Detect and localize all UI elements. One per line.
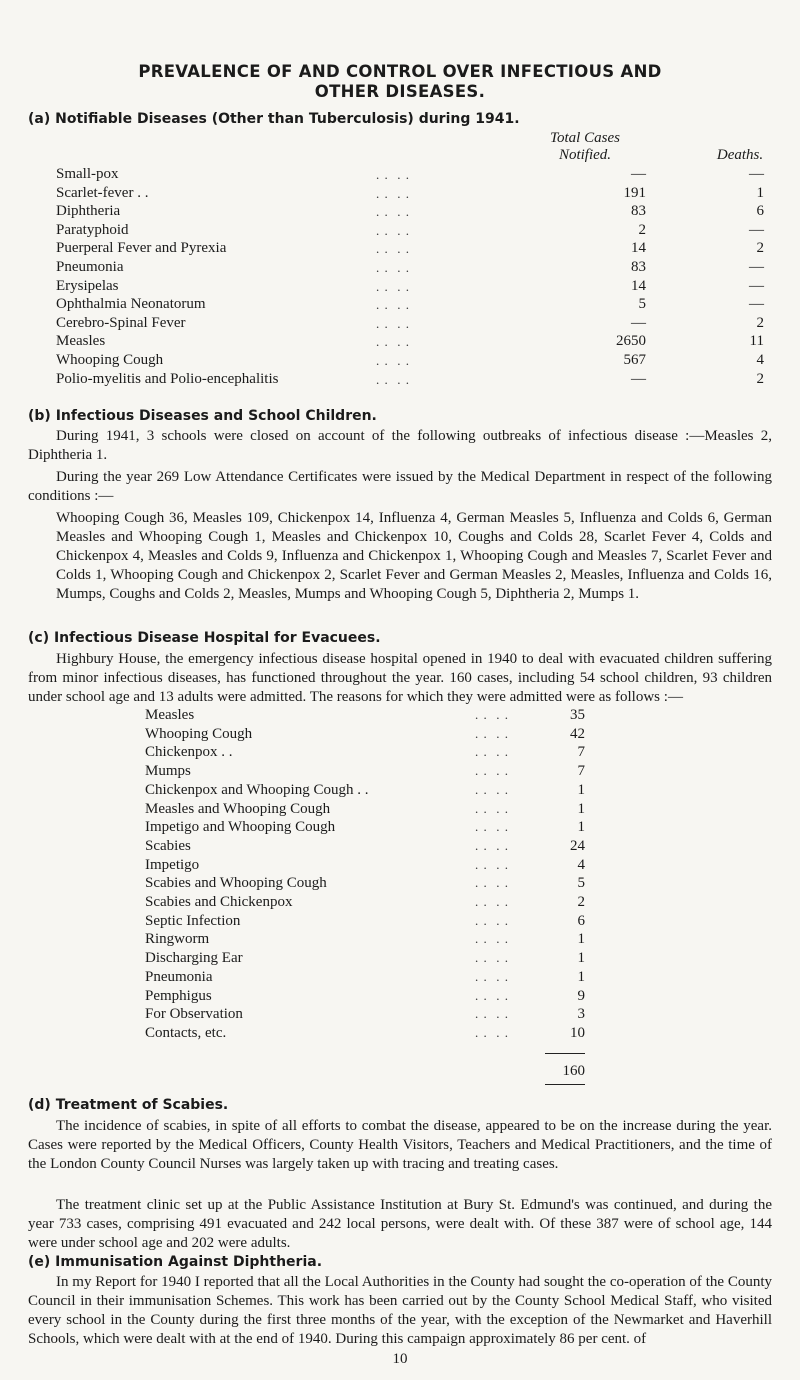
deaths: — xyxy=(749,277,764,294)
admission-reason: Contacts, etc. xyxy=(145,1024,227,1041)
leader-dots: . . . . xyxy=(475,725,509,741)
deaths: — xyxy=(749,166,764,182)
admission-reason-row xyxy=(145,968,585,986)
admission-count: 1 xyxy=(577,781,585,798)
admission-reason-row xyxy=(145,706,585,724)
disease-row xyxy=(56,184,776,203)
cases-notified: 191 xyxy=(623,184,646,201)
leader-dots: . . . . xyxy=(475,819,509,835)
admission-count: 1 xyxy=(577,931,585,948)
disease-row xyxy=(56,351,776,370)
leader-dots: . . . . xyxy=(376,167,410,182)
column-header-deaths: Deaths. xyxy=(716,147,764,163)
section-d-heading: (d) Treatment of Scabies. xyxy=(28,1097,229,1113)
cases-notified: — xyxy=(631,370,646,387)
total-rule-bottom xyxy=(545,1084,585,1085)
column-header-total-cases xyxy=(515,130,655,164)
leader-dots: . . . . xyxy=(475,968,509,984)
disease-row xyxy=(56,165,776,184)
section-e-paragraph-1: In my Report for 1940 I reported that all the Local Authorities in the County had sought the co-operation of the County Council in their immunisation Schemes. This work has been carried out by the County School Medical Staff, who visited every school in the County during the first three months of the year, with the exception of the Newmarket and Haverhill Schools, which were dealt with at the end of 1940. During this campaign approximately 86 per cent. of xyxy=(28,1274,772,1347)
admission-reason: Scabies and Chickenpox xyxy=(145,894,293,910)
leader-dots: . . . . xyxy=(376,222,410,238)
section-d-paragraph-1: The incidence of scabies, in spite of all efforts to combat the disease, appeared to be on the increase during the year. Cases were reported by the Medical Officers, County Health Visitors, Teachers and Medical Practitioners, and the time of the London County Council Nurses was largely taken up with tracing and treating cases. xyxy=(28,1118,772,1172)
column-header-total-line-1: Total Cases xyxy=(550,130,620,146)
section-c-paragraph-1: Highbury House, the emergency infectious disease hospital opened in 1940 to deal with evacuated children suffering from minor infectious diseases, has functioned throughout the year. 160 cases, including 54 school children, 93 children under school age and 13 adults were admitted. The reasons for which they were admitted were as follows :— xyxy=(28,651,772,705)
disease-row xyxy=(56,258,776,277)
cases-notified: 567 xyxy=(623,352,646,368)
disease-row xyxy=(56,314,776,333)
cases-notified: 14 xyxy=(631,277,646,294)
leader-dots: . . . . xyxy=(475,875,509,891)
admission-count: 1 xyxy=(577,819,585,836)
disease-name: Cerebro-Spinal Fever xyxy=(56,314,186,331)
leader-dots: . . . . xyxy=(475,763,509,779)
admission-reason-row xyxy=(145,874,585,892)
admission-reason: Septic Infection xyxy=(145,912,241,929)
admission-count: 7 xyxy=(577,744,585,761)
admission-reason: Discharging Ear xyxy=(145,950,243,967)
admission-reason: Mumps xyxy=(145,763,191,780)
admission-reason: Chickenpox . . xyxy=(145,744,233,761)
leader-dots: . . . . xyxy=(376,185,410,201)
admission-count: 35 xyxy=(570,707,585,723)
disease-name: Scarlet-fever . . xyxy=(56,184,149,201)
cases-notified: — xyxy=(631,314,646,331)
admission-reason: Pemphigus xyxy=(145,987,212,1004)
disease-row xyxy=(56,221,776,240)
admission-reason-row xyxy=(145,1024,585,1042)
deaths: 11 xyxy=(749,333,764,350)
disease-name: Pneumonia xyxy=(56,259,124,275)
disease-row xyxy=(56,277,776,296)
disease-name: Diphtheria xyxy=(56,203,121,220)
admission-count: 10 xyxy=(570,1024,585,1041)
cases-notified: 2650 xyxy=(616,333,646,350)
page-title-line-1: PREVALENCE OF AND CONTROL OVER INFECTIOUS AND xyxy=(138,62,662,81)
admission-reason: Impetigo and Whooping Cough xyxy=(145,819,336,836)
disease-name: Polio-myelitis and Polio-encephalitis xyxy=(56,370,279,387)
disease-row xyxy=(56,332,776,351)
deaths: — xyxy=(749,259,764,275)
admission-count: 1 xyxy=(577,800,585,817)
admission-reason-row xyxy=(145,818,585,836)
section-c-heading: (c) Infectious Disease Hospital for Evacuees. xyxy=(28,630,381,646)
admission-reason: Chickenpox and Whooping Cough . . xyxy=(145,781,369,798)
admission-count: 2 xyxy=(577,894,585,910)
leader-dots: . . . . xyxy=(376,260,410,275)
leader-dots: . . . . xyxy=(475,744,509,760)
admission-reason-row xyxy=(145,1005,585,1023)
page-title-line-2: OTHER DISEASES. xyxy=(314,82,486,101)
admission-count: 9 xyxy=(577,987,585,1004)
admissions-total-row xyxy=(145,1062,585,1080)
disease-row xyxy=(56,239,776,258)
disease-row xyxy=(56,295,776,314)
cases-notified: — xyxy=(631,166,646,182)
disease-name: Small-pox xyxy=(56,166,119,182)
admission-reason: Measles xyxy=(145,707,195,723)
disease-name: Puerperal Fever and Pyrexia xyxy=(56,240,227,257)
column-header-total-line-2: Notified. xyxy=(558,147,612,163)
disease-name: Paratyphoid xyxy=(56,221,129,238)
leader-dots: . . . . xyxy=(475,837,509,853)
admission-count: 6 xyxy=(577,912,585,929)
leader-dots: . . . . xyxy=(475,1006,509,1022)
leader-dots: . . . . xyxy=(475,950,509,966)
admission-count: 7 xyxy=(577,763,585,780)
admission-count: 5 xyxy=(577,875,585,892)
leader-dots: . . . . xyxy=(475,856,509,872)
deaths: 2 xyxy=(756,240,764,257)
admission-reason-row xyxy=(145,743,585,761)
deaths: 2 xyxy=(756,314,764,331)
disease-row xyxy=(56,370,776,389)
leader-dots: . . . . xyxy=(475,912,509,928)
leader-dots: . . . . xyxy=(475,894,509,909)
admission-reason-row xyxy=(145,762,585,780)
admission-reason: Impetigo xyxy=(145,856,200,873)
admission-reason-row xyxy=(145,725,585,743)
leader-dots: . . . . xyxy=(376,204,410,220)
cases-notified: 5 xyxy=(638,296,646,313)
leader-dots: . . . . xyxy=(376,371,410,387)
admission-reason: Ringworm xyxy=(145,931,210,948)
admission-count: 3 xyxy=(577,1006,585,1023)
section-a-heading: (a) Notifiable Diseases (Other than Tuberculosis) during 1941. xyxy=(28,111,520,127)
disease-name: Whooping Cough xyxy=(56,352,164,368)
section-b-paragraph-2: During the year 269 Low Attendance Certificates were issued by the Medical Department in respect of the following conditions :— xyxy=(28,469,772,504)
section-b-heading: (b) Infectious Diseases and School Children. xyxy=(28,408,377,424)
leader-dots: . . . . xyxy=(376,278,410,294)
cases-notified: 2 xyxy=(638,221,646,238)
admission-reason-row xyxy=(145,949,585,967)
admission-count: 24 xyxy=(570,837,585,854)
admission-reason-row xyxy=(145,800,585,818)
disease-name: Measles xyxy=(56,333,106,350)
total-rule-top xyxy=(545,1053,585,1054)
admission-reason-row xyxy=(145,837,585,855)
deaths: — xyxy=(749,221,764,238)
cases-notified: 83 xyxy=(631,259,646,275)
leader-dots: . . . . xyxy=(475,707,509,722)
admission-reason-row xyxy=(145,856,585,874)
admission-reason: For Observation xyxy=(145,1006,243,1023)
admission-reason-row xyxy=(145,781,585,799)
admission-reason: Scabies and Whooping Cough xyxy=(145,875,327,892)
admissions-total: 160 xyxy=(562,1063,585,1079)
admission-reason-row xyxy=(145,930,585,948)
section-b-paragraph-1: During 1941, 3 schools were closed on account of the following outbreaks of infectious disease :—Measles 2, Diphtheria 1. xyxy=(28,428,772,463)
page-number: 10 xyxy=(392,1351,408,1367)
leader-dots: . . . . xyxy=(475,931,509,947)
section-d-paragraph-2: The treatment clinic set up at the Public Assistance Institution at Bury St. Edmund's was continued, and during the year 733 cases, comprising 491 evacuated and 242 local persons, were dealt with. Of these 387 were of school age, 144 were under school age and 202 were adults. xyxy=(28,1197,772,1251)
leader-dots: . . . . xyxy=(376,297,410,313)
cases-notified: 83 xyxy=(631,203,646,220)
admission-count: 1 xyxy=(577,950,585,967)
section-b-conditions-list: Whooping Cough 36, Measles 109, Chickenpox 14, Influenza 4, German Measles 5, Influenza and Colds 6, German Measles and Whooping Cough 1, Measles and Chickenpox 10, Coughs and Colds 28, Scarlet Fever 4, Colds and Chickenpox 4, Measles and Colds 9, Influenza and Chickenpox 1, Whooping Cough and Measles 7, Scarlet Fever and Colds 1, Whooping Cough and Chickenpox 2, Scarlet Fever and German Measles 2, Measles, Influenza and Colds 16, Mumps, Coughs and Colds 2, Measles, Mumps and Whooping Cough 5, Diphtheria 2, Mumps 1. xyxy=(56,510,772,602)
admission-reason-row xyxy=(145,893,585,911)
disease-row xyxy=(56,202,776,221)
leader-dots: . . . . xyxy=(376,315,410,331)
deaths: 6 xyxy=(756,203,764,220)
leader-dots: . . . . xyxy=(376,353,410,368)
cases-notified: 14 xyxy=(631,240,646,257)
admission-reason-row xyxy=(145,987,585,1005)
admission-reason: Scabies xyxy=(145,837,191,854)
admission-reason: Whooping Cough xyxy=(145,725,253,742)
disease-name: Erysipelas xyxy=(56,277,119,294)
deaths: 4 xyxy=(756,352,764,368)
disease-name: Ophthalmia Neonatorum xyxy=(56,296,206,313)
section-e-heading: (e) Immunisation Against Diphtheria. xyxy=(28,1254,323,1270)
leader-dots: . . . . xyxy=(376,334,410,350)
leader-dots: . . . . xyxy=(376,241,410,257)
leader-dots: . . . . xyxy=(475,800,509,816)
admission-count: 42 xyxy=(570,725,585,742)
admission-reason: Measles and Whooping Cough xyxy=(145,800,331,817)
deaths: — xyxy=(749,296,764,313)
leader-dots: . . . . xyxy=(475,987,509,1003)
admission-reason: Pneumonia xyxy=(145,968,213,985)
admission-count: 4 xyxy=(577,856,585,873)
admission-count: 1 xyxy=(577,968,585,985)
deaths: 2 xyxy=(756,370,764,387)
leader-dots: . . . . xyxy=(475,781,509,797)
deaths: 1 xyxy=(756,184,764,201)
admission-reason-row xyxy=(145,912,585,930)
leader-dots: . . . . xyxy=(475,1024,509,1040)
